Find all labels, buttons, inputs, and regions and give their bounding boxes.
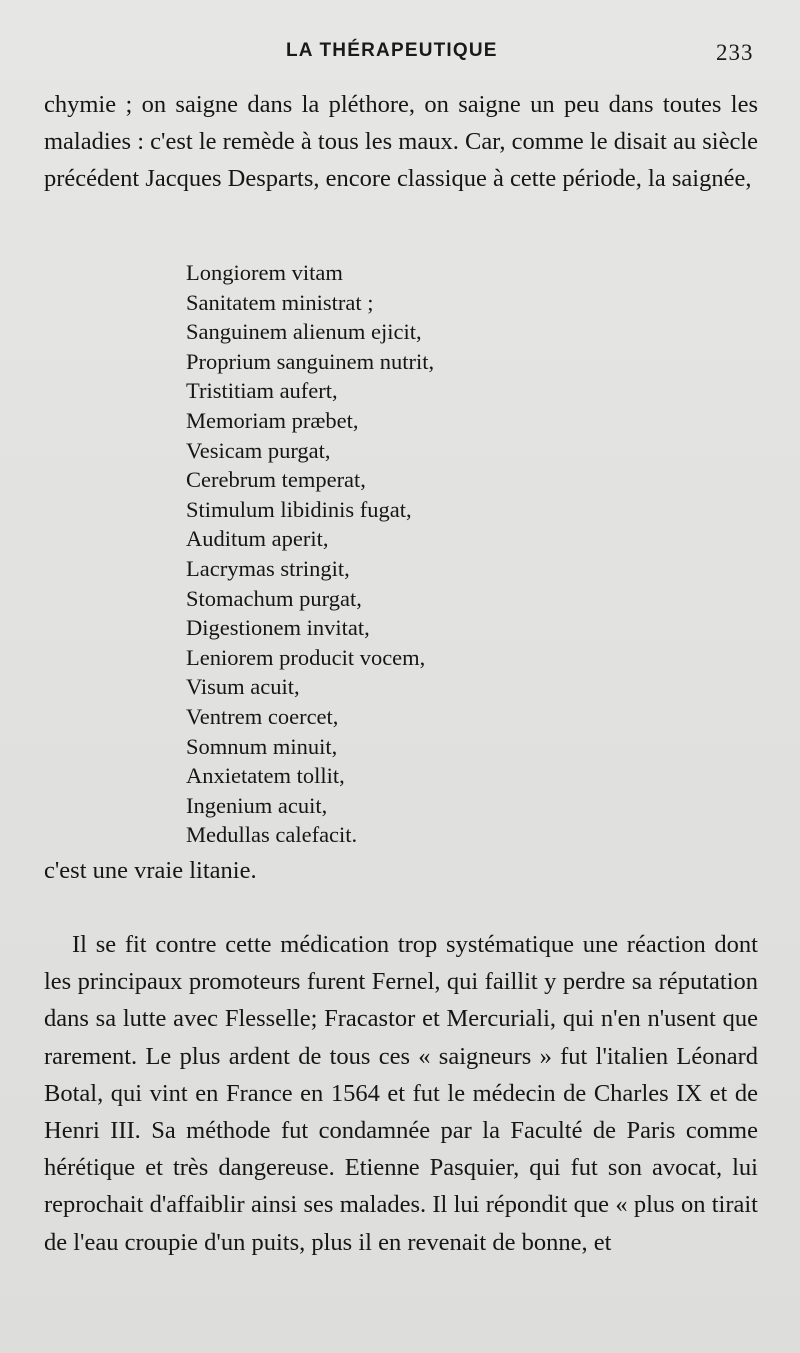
verse-line: Longiorem vitam — [186, 260, 343, 285]
verse-line: Lacrymas stringit, — [186, 555, 350, 581]
verse-line: Ventrem coercet, — [186, 703, 339, 729]
verse-line: Proprium sanguinem nutrit, — [186, 348, 435, 374]
verse-line: Stomachum purgat, — [186, 585, 362, 611]
closing-line: c'est une vraie litanie. — [44, 857, 257, 884]
verse-line: Memoriam præbet, — [186, 407, 359, 433]
verse-line: Leniorem producit vocem, — [186, 644, 426, 670]
verse-line: Tristitiam aufert, — [186, 378, 338, 404]
verse-line: Cerebrum temperat, — [186, 467, 366, 493]
verse-line: Stimulum libidinis fugat, — [186, 496, 412, 522]
verse-line: Sanitatem ministrat ; — [186, 289, 374, 315]
verse-line: Auditum aperit, — [186, 526, 329, 552]
verse-line: Anxietatem tollit, — [186, 763, 345, 789]
verse-line: Medullas calefacit. — [186, 822, 358, 848]
verse-line: Somnum minuit, — [186, 733, 338, 759]
running-title: LA THÉRAPEUTIQUE — [286, 40, 498, 61]
verse-line: Visum acuit, — [186, 674, 300, 700]
page-header — [0, 40, 800, 70]
verse-line: Vesicam purgat, — [186, 437, 331, 463]
verse-line: Ingenium acuit, — [186, 792, 328, 818]
verse-line: Sanguinem alienum ejicit, — [186, 319, 422, 345]
latin-verse — [186, 258, 434, 850]
verse-line: Digestionem invitat, — [186, 615, 370, 641]
page-number: 233 — [716, 40, 754, 65]
paragraph-2: Il se fit contre cette médication trop systématique une réaction dont les principaux promoteurs furent Fernel, qui faillit y perdre sa réputation dans sa lutte avec Flesselle; Fracastor et Mercuriali, qui n'en n'usent que rarement. Le plus ardent de tous ces « saigneurs » fut l'italien Léonard Botal, qui vint en France en 1564 et fut le médecin de Charles IX et de Henri III. Sa méthode fut condamnée par la Faculté de Paris comme hérétique et très dangereuse. Etienne Pasquier, qui fut son avocat, lui reprochait d'affaiblir ainsi ses malades. Il lui répondit que « plus on tirait de l'eau croupie d'un puits, plus il en revenait de bonne, et — [44, 931, 758, 1256]
paragraph-1: chymie ; on saigne dans la pléthore, on saigne un peu dans toutes les maladies : c'est le remède à tous les maux. Car, comme le disait au siècle précédent Jacques Desparts, encore classique à cette période, la saignée, — [44, 91, 758, 193]
